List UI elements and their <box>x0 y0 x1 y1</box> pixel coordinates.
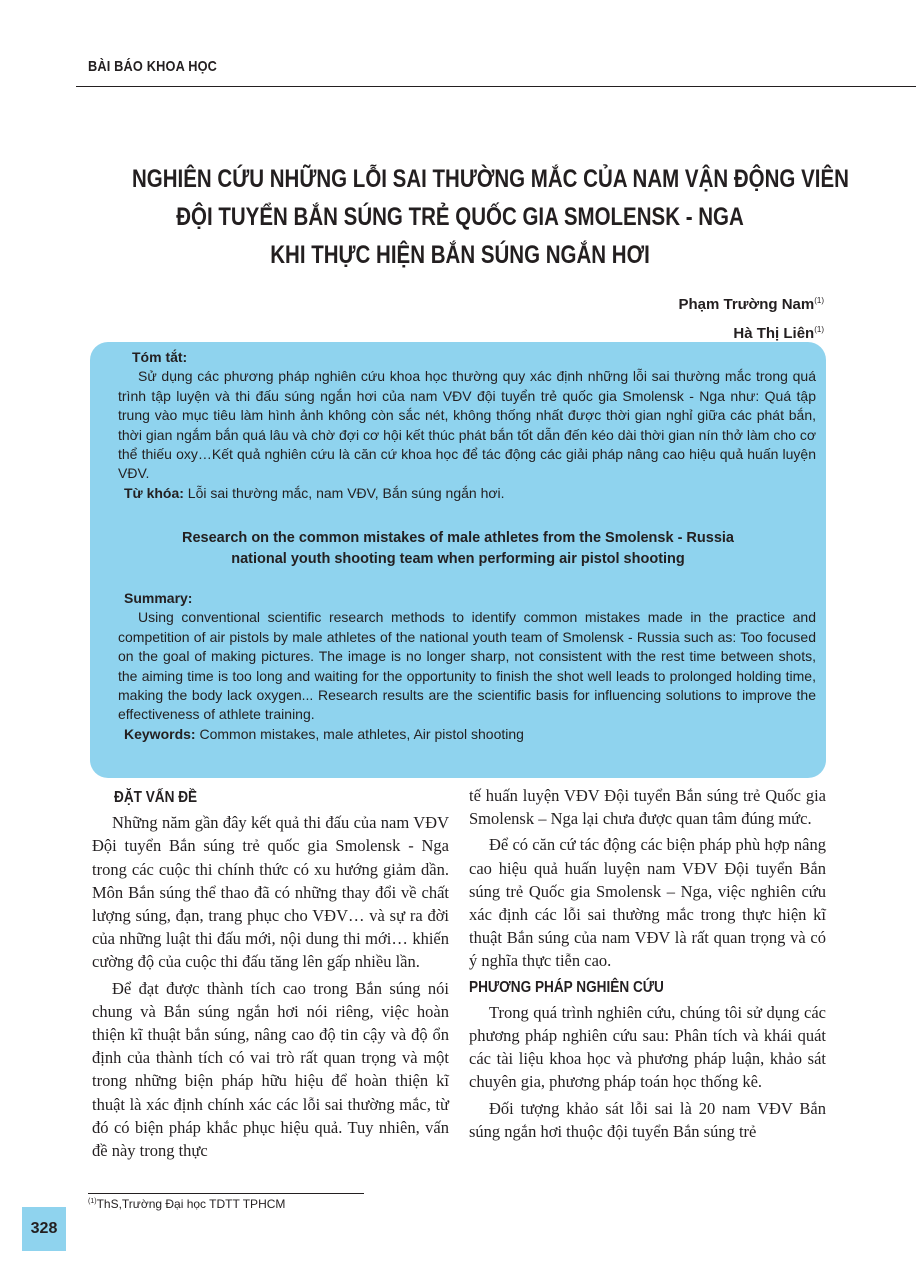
paragraph: Để đạt được thành tích cao trong Bắn súng nói chung và Bắn súng ngắn hơi nói riêng, việc hoàn thiện kĩ thuật bắn súng, nâng cao độ tin cậy và độ ổn định của thành tích có vai trò rất quan trọng và một trong những biện pháp hữu hiệu để hoàn thiện kĩ thuật là xác định chính xác các lỗi sai thường mắc, từ đó có biện pháp khắc phục hiệu quả. Tuy nhiên, vấn đề này trong thực <box>92 978 449 1161</box>
paragraph-continued: tế huấn luyện VĐV Đội tuyển Bắn súng trẻ Quốc gia Smolensk – Nga lại chưa được quan tâm đúng mức. <box>469 786 826 829</box>
title-line-3: KHI THỰC HIỆN BẮN SÚNG NGẮN HƠI <box>270 241 650 269</box>
paragraph: Những năm gần đây kết quả thi đấu của nam VĐV Đội tuyển Bắn súng trẻ quốc gia Smolensk - Nga trong các cuộc thi chính thức có xu hướng giảm dần. Môn Bắn súng thể thao đã có những thay đổi về chất lượng súng, đạn, trang phục cho VĐV… và sự ra đời của những luật thi đấu mới, nội dung thi mới… khiến cường độ của cuộc thi đấu tăng lên gấp nhiều lần. <box>92 813 449 972</box>
section-header: BÀI BÁO KHOA HỌC <box>88 58 218 75</box>
author-list <box>679 288 825 346</box>
summary-text: Using conventional scientific research methods to identify common mistakes made in the practice and competition of air pistols by male athletes of the national youth team of Smolensk - Russia such as: Too focused on the goal of making pictures. The image is no longer sharp, not consistent with the rest time between shots, the aiming time is too long and waiting for the opportunity to finish the shot well leads to prolonged holding time, making the body lack oxygen... Research results are the scientific basis for influencing solutions to improve the effectiveness of athlete training. <box>118 609 816 723</box>
footnote-mark: (1) <box>88 1198 97 1205</box>
footnote-divider <box>88 1193 364 1194</box>
body-column-left <box>92 786 449 1165</box>
english-title-line-1: Research on the common mistakes of male athletes from the Smolensk - Russia <box>182 530 734 546</box>
paragraph: Trong quá trình nghiên cứu, chúng tôi sử dụng các phương pháp nghiên cứu sau: Phân tích và khái quát các tài liệu khoa học và phương pháp luận, khảo sát chuyên gia, phương pháp toán học thống kê. <box>469 1002 826 1092</box>
title-line-2: ĐỘI TUYỂN BẮN SÚNG TRẺ QUỐC GIA SMOLENSK - NGA <box>176 203 744 231</box>
footnote-text: ThS,Trường Đại học TDTT TPHCM <box>96 1197 286 1211</box>
header-divider <box>76 86 916 87</box>
paragraph: Để có căn cứ tác động các biện pháp phù hợp nâng cao hiệu quả huấn luyện nam VĐV Đội tuyển Bắn súng trẻ Quốc gia Smolensk – Nga, việc nghiên cứu xác định các lỗi sai thường mắc trong thực hiện kĩ thuật Bắn súng của nam VĐV là rất quan trọng và có ý nghĩa thực tiễn cao. <box>469 835 826 971</box>
section-heading-methods: PHƯƠNG PHÁP NGHIÊN CỨU <box>469 978 664 996</box>
paragraph: Đối tượng khảo sát lỗi sai là 20 nam VĐV Bắn súng ngắn hơi thuộc đội tuyển Bắn súng trẻ <box>469 1098 826 1141</box>
author-1 <box>679 288 825 317</box>
english-title-line-2: national youth shooting team when performing air pistol shooting <box>231 551 685 567</box>
abstract-box <box>90 342 826 778</box>
summary-label: Summary: <box>124 590 193 606</box>
keywords-en-label: Keywords: <box>124 725 196 742</box>
keywords-vi-text: Lỗi sai thường mắc, nam VĐV, Bắn súng ngắn hơi. <box>183 484 505 501</box>
page-number: 328 <box>22 1207 66 1251</box>
abstract-vi-label: Tóm tắt: <box>132 349 188 365</box>
keywords-en <box>118 725 816 744</box>
footnote <box>88 1197 285 1211</box>
title-line-1: NGHIÊN CỨU NHỮNG LỖI SAI THƯỜNG MẮC CỦA NAM VẬN ĐỘNG VIÊN <box>132 165 849 193</box>
author-name: Hà Thị Liên <box>733 325 815 342</box>
english-title <box>130 528 786 570</box>
keywords-vi-label: Từ khóa: <box>124 484 184 501</box>
article-title <box>60 160 860 274</box>
affiliation-mark: (1) <box>814 325 824 334</box>
keywords-vi <box>118 484 816 503</box>
affiliation-mark: (1) <box>814 296 824 305</box>
author-name: Phạm Trường Nam <box>678 296 815 313</box>
keywords-en-text: Common mistakes, male athletes, Air pistol shooting <box>195 725 524 742</box>
abstract-vi-text: Sử dụng các phương pháp nghiên cứu khoa học thường quy xác định những lỗi sai thường mắc trong quá trình tập luyện và thi đấu súng ngắn hơi của nam VĐV đội tuyển trẻ quốc gia Smolensk - Nga như: Quá tập trung vào mục tiêu làm hình ảnh không còn sắc nét, không thống nhất được thời gian nghỉ giữa các phát bắn, thời gian ngắm bắn quá lâu và chờ đợi cơ hội kết thúc phát bắn tốt dẫn đến kéo dài thời gian nín thở làm cho cơ thể thiếu oxy…Kết quả nghiên cứu là căn cứ khoa học để tác động các giải pháp nâng cao hiệu quả huấn luyện VĐV. <box>118 368 816 482</box>
body-column-right <box>469 784 826 1146</box>
abstract-vi <box>118 348 816 503</box>
abstract-en <box>118 589 816 744</box>
section-heading-introduction: ĐẶT VẤN ĐỀ <box>114 789 198 806</box>
